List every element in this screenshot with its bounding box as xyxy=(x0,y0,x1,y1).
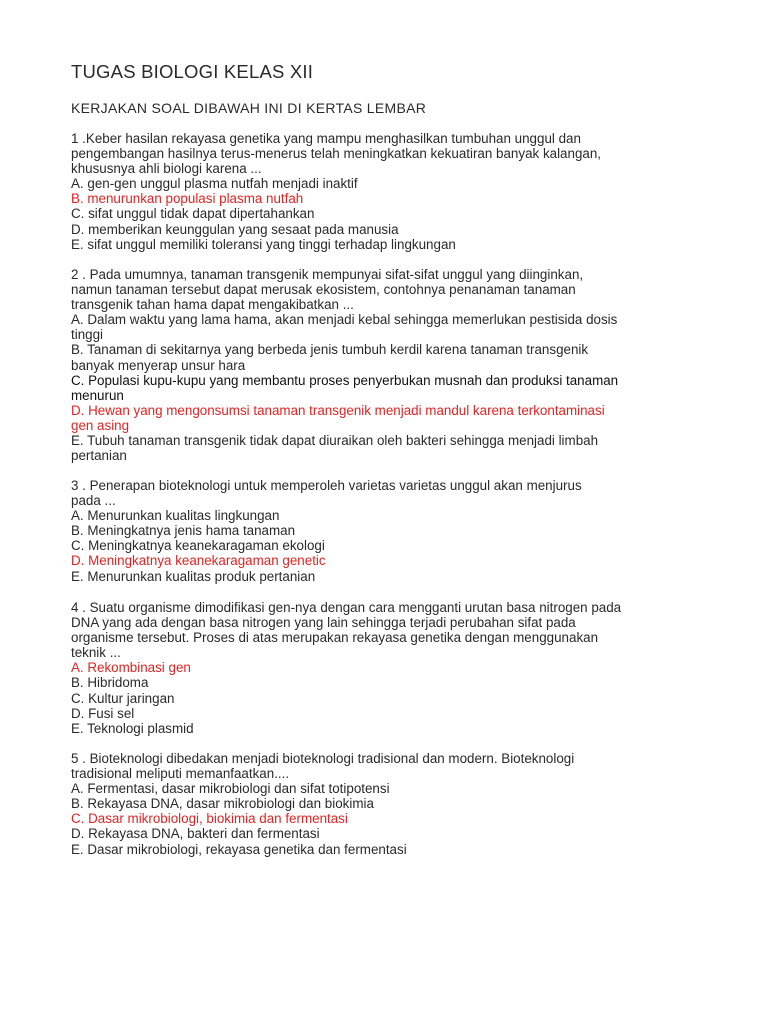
question-3 xyxy=(71,478,731,584)
answer-option-text: B. menurunkan populasi plasma nutfah xyxy=(71,191,304,207)
question-stem-line: transgenik tahan hama dapat mengakibatkan ... xyxy=(71,297,354,313)
answer-option-text: tinggi xyxy=(71,327,104,343)
answer-option xyxy=(71,691,731,706)
question-stem-line: pada ... xyxy=(71,493,116,509)
answer-option-text: A. gen-gen unggul plasma nutfah menjadi inaktif xyxy=(71,176,358,192)
answer-option xyxy=(71,706,731,721)
question-stem xyxy=(71,267,731,312)
answer-option xyxy=(71,206,731,221)
answer-option-text: D. memberikan keunggulan yang sesaat pada manusia xyxy=(71,221,399,237)
answer-option-text: E. Tubuh tanaman transgenik tidak dapat diuraikan oleh bakteri sehingga menjadi limbah xyxy=(71,433,599,449)
answer-option xyxy=(71,569,731,584)
answer-option xyxy=(71,538,731,553)
answer-option xyxy=(71,842,731,857)
answer-option-text: A. Menurunkan kualitas lingkungan xyxy=(71,508,280,524)
question-stem-line: DNA yang ada dengan basa nitrogen yang lain sehingga terjadi perubahan sifat pada xyxy=(71,615,576,631)
answer-option-text: C. Dasar mikrobiologi, biokimia dan fermentasi xyxy=(71,811,348,827)
answer-option xyxy=(71,826,731,841)
answer-option-text: E. Menurunkan kualitas produk pertanian xyxy=(71,568,316,584)
answer-option xyxy=(71,342,731,372)
question-stem-line: pengembangan hasilnya terus-menerus telah meningkatkan kekuatiran banyak kalangan, xyxy=(71,146,602,162)
question-stem-line: organisme tersebut. Proses di atas merupakan rekayasa genetika dengan menggunakan xyxy=(71,630,599,646)
question-stem xyxy=(71,478,731,508)
answer-option-text: B. Rekayasa DNA, dasar mikrobiologi dan biokimia xyxy=(71,796,374,812)
answer-option xyxy=(71,176,731,191)
answer-option-text: C. Populasi kupu-kupu yang membantu proses penyerbukan musnah dan produksi tanaman xyxy=(71,372,619,388)
question-4 xyxy=(71,600,731,736)
question-stem-line: khususnya ahli biologi karena ... xyxy=(71,161,262,177)
answer-option-text: B. Meningkatnya jenis hama tanaman xyxy=(71,523,296,539)
answer-option-text: A. Dalam waktu yang lama hama, akan menjadi kebal sehingga memerlukan pestisida dosis xyxy=(71,312,618,328)
answer-option xyxy=(71,433,731,463)
answer-option xyxy=(71,312,731,342)
answer-option xyxy=(71,781,731,796)
question-stem-line: 1 .Keber hasilan rekayasa genetika yang mampu menghasilkan tumbuhan unggul dan xyxy=(71,131,581,146)
question-stem xyxy=(71,751,731,781)
answer-option-text: B. Hibridoma xyxy=(71,675,149,691)
answer-option xyxy=(71,796,731,811)
answer-option-text: D. Fusi sel xyxy=(71,705,135,721)
answer-option-text: menurun xyxy=(71,387,124,403)
answer-option xyxy=(71,523,731,538)
question-stem-line: teknik ... xyxy=(71,645,121,661)
answer-option-text: E. Dasar mikrobiologi, rekayasa genetika dan fermentasi xyxy=(71,841,407,857)
answer-option-text: banyak menyerap unsur hara xyxy=(71,357,246,373)
question-stem-line: 3 . Penerapan bioteknologi untuk memperoleh varietas varietas unggul akan menjurus xyxy=(71,478,582,493)
answer-option-text: C. Meningkatnya keanekaragaman ekologi xyxy=(71,538,325,554)
question-5 xyxy=(71,751,731,857)
answer-option xyxy=(71,508,731,523)
question-stem xyxy=(71,131,731,176)
question-2 xyxy=(71,267,731,463)
answer-option-correct xyxy=(71,660,731,675)
answer-option xyxy=(71,675,731,690)
question-1 xyxy=(71,131,731,252)
answer-option-text: D. Rekayasa DNA, bakteri dan fermentasi xyxy=(71,826,320,842)
document-title: TUGAS BIOLOGI KELAS XII xyxy=(71,61,314,82)
document-instruction: KERJAKAN SOAL DIBAWAH INI DI KERTAS LEMBAR xyxy=(71,100,427,116)
question-stem-line: namun tanaman tersebut dapat merusak ekosistem, contohnya penanaman tanaman xyxy=(71,282,576,298)
answer-option-text: pertanian xyxy=(71,448,127,464)
answer-option-text: E. sifat unggul memiliki toleransi yang tinggi terhadap lingkungan xyxy=(71,236,456,252)
answer-option-text: D. Hewan yang mengonsumsi tanaman transgenik menjadi mandul karena terkontaminasi xyxy=(71,402,605,418)
answer-option-text: E. Teknologi plasmid xyxy=(71,720,194,736)
question-stem-line: tradisional meliputi memanfaatkan.... xyxy=(71,766,290,782)
answer-option-text: D. Meningkatnya keanekaragaman genetic xyxy=(71,553,326,569)
answer-option-correct xyxy=(71,403,731,433)
answer-option-text: A. Fermentasi, dasar mikrobiologi dan sifat totipotensi xyxy=(71,781,390,797)
answer-option xyxy=(71,222,731,237)
answer-option-text: C. sifat unggul tidak dapat dipertahankan xyxy=(71,206,315,222)
answer-option-correct xyxy=(71,811,731,826)
answer-option-correct xyxy=(71,553,731,568)
question-stem xyxy=(71,600,731,660)
answer-option-text: A. Rekombinasi gen xyxy=(71,660,191,676)
answer-option xyxy=(71,373,731,403)
question-stem-line: 4 . Suatu organisme dimodifikasi gen-nya dengan cara mengganti urutan basa nitrogen pada xyxy=(71,600,622,615)
answer-option xyxy=(71,721,731,736)
answer-option-text: gen asing xyxy=(71,417,130,433)
question-stem-line: 2 . Pada umumnya, tanaman transgenik mempunyai sifat-sifat unggul yang diinginkan, xyxy=(71,267,584,282)
answer-option-text: B. Tanaman di sekitarnya yang berbeda jenis tumbuh kerdil karena tanaman transgenik xyxy=(71,342,589,358)
answer-option-text: C. Kultur jaringan xyxy=(71,690,175,706)
question-stem-line: 5 . Bioteknologi dibedakan menjadi bioteknologi tradisional dan modern. Bioteknologi xyxy=(71,751,575,766)
answer-option-correct xyxy=(71,191,731,206)
answer-option xyxy=(71,237,731,252)
